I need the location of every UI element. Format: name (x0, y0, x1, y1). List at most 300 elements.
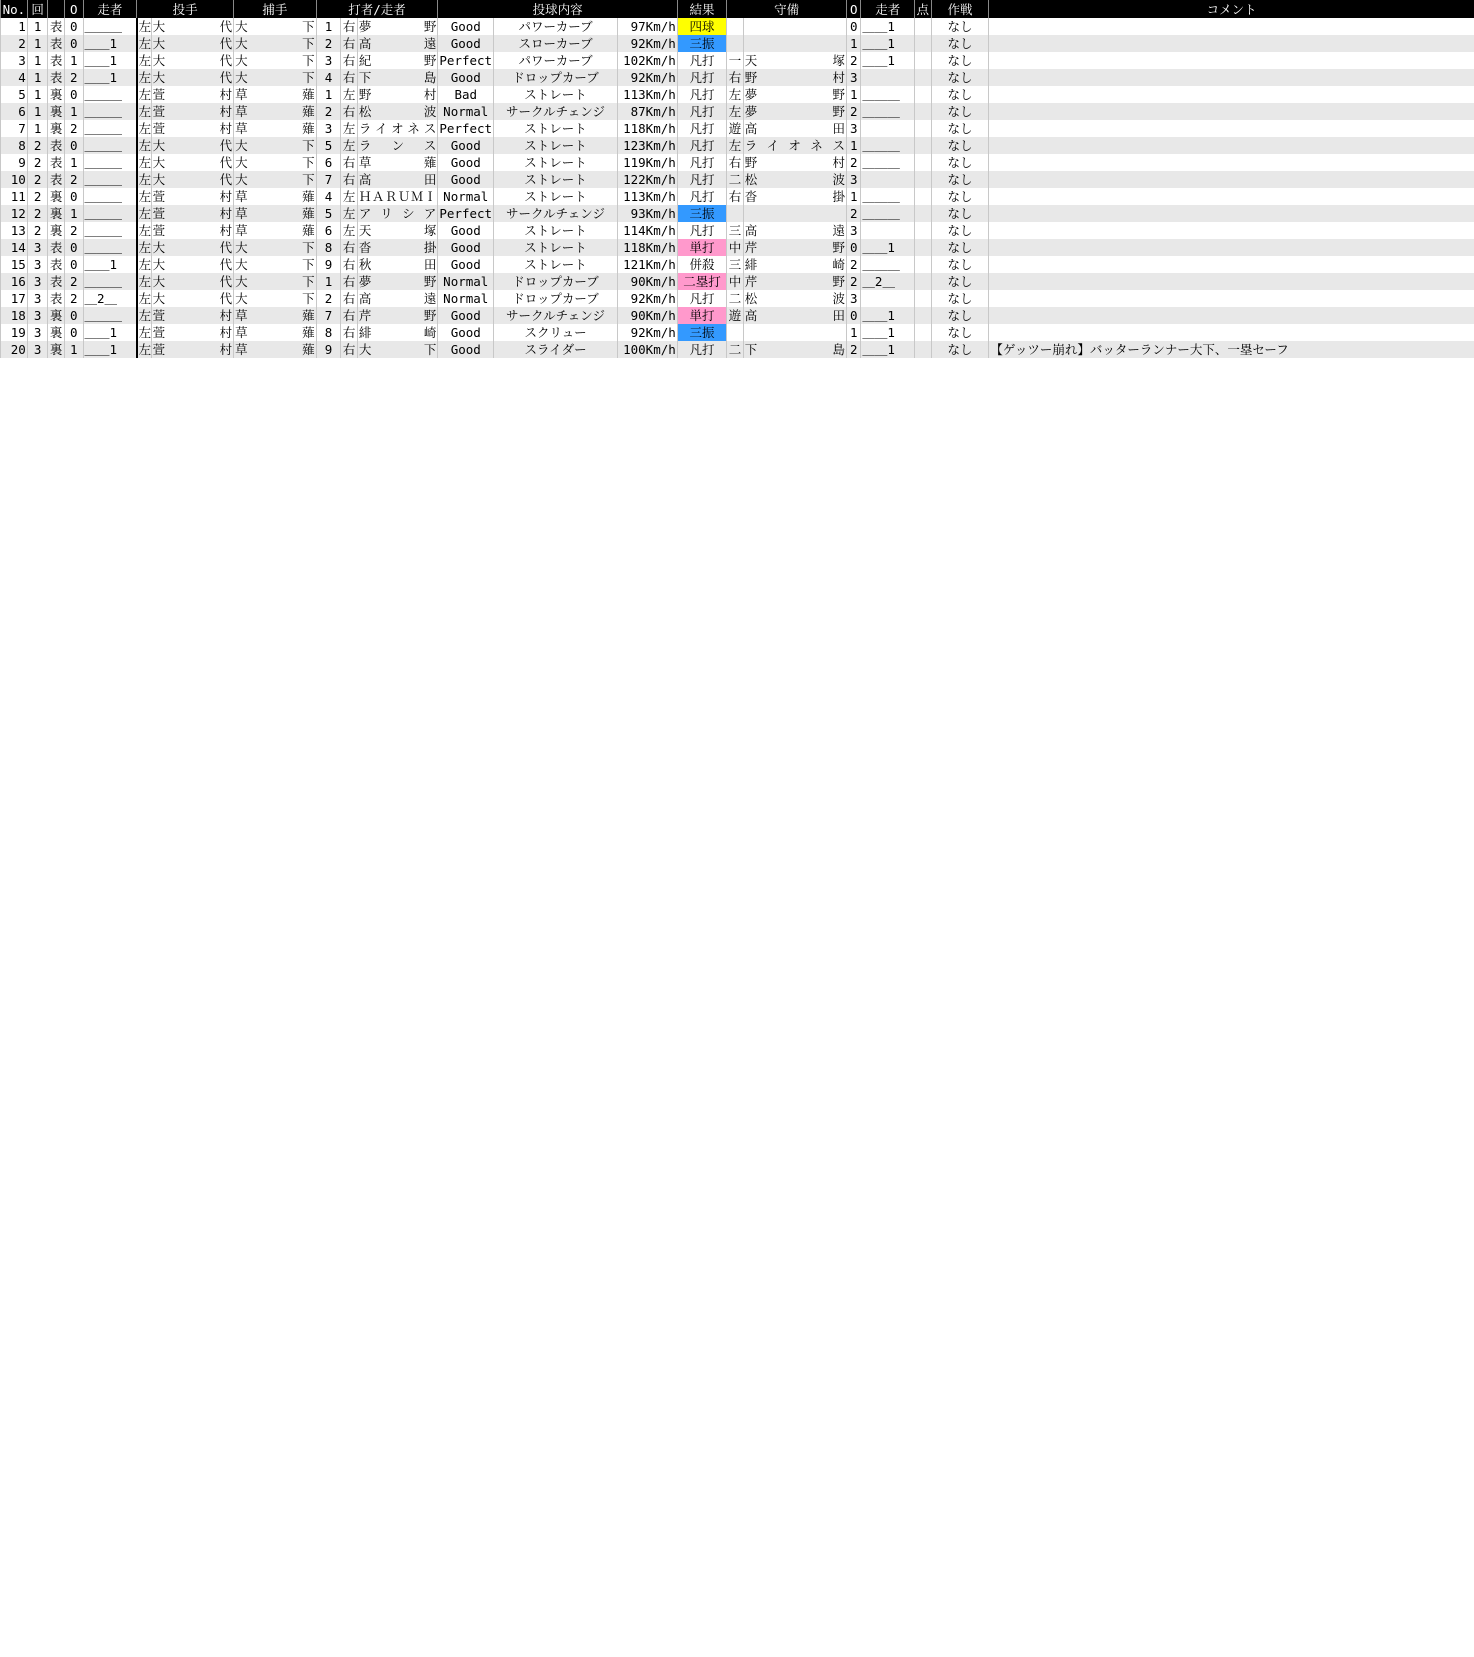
row-pitcher: 萱村 (152, 87, 233, 102)
row-pitch-type: ストレート (494, 137, 618, 154)
row-pitcher-hand: 左 (138, 291, 152, 306)
row-runs (915, 86, 932, 103)
row-pitcher-hand: 左 (138, 155, 152, 170)
row-outs-after: 3 (846, 120, 860, 137)
table-row[interactable] (1, 222, 1474, 239)
row-runners-after: ＿＿1 (861, 52, 915, 69)
row-comment (989, 35, 1474, 52)
row-half: 表 (49, 240, 63, 255)
row-speed: 102Km/h (617, 52, 677, 69)
row-half: 裏 (49, 206, 63, 221)
row-speed: 118Km/h (617, 239, 677, 256)
row-comment (989, 188, 1474, 205)
row-pitcher-hand: 左 (138, 257, 152, 272)
row-speed: 113Km/h (617, 86, 677, 103)
row-half: 表 (49, 138, 63, 153)
row-comment (989, 171, 1474, 188)
row-runners-after (861, 69, 915, 86)
row-strategy: なし (931, 222, 989, 239)
table-row[interactable] (1, 154, 1474, 171)
row-batter-hand: 右 (342, 274, 356, 289)
row-catcher: 草薙 (235, 308, 315, 323)
row-batter: 紀野 (358, 53, 437, 68)
row-no: 14 (1, 239, 28, 256)
row-runners-after: ＿＿1 (861, 307, 915, 324)
row-field-pos: 三 (728, 257, 742, 272)
row-no: 17 (1, 290, 28, 307)
col-result[interactable]: 結果 (677, 0, 727, 18)
row-pitch-type: サークルチェンジ (494, 205, 618, 222)
row-half: 表 (49, 274, 63, 289)
row-no: 12 (1, 205, 28, 222)
row-outs-after: 0 (846, 239, 860, 256)
row-order: 6 (316, 222, 341, 239)
row-inning: 3 (27, 341, 48, 358)
row-outs: 2 (64, 290, 83, 307)
row-comment (989, 307, 1474, 324)
col-fielding[interactable]: 守備 (727, 0, 847, 18)
row-speed: 92Km/h (617, 35, 677, 52)
col-catcher[interactable]: 捕手 (234, 0, 317, 18)
row-fielder: ライオネス (744, 138, 845, 153)
row-pitcher: 大代 (152, 53, 233, 68)
row-quality: Good (438, 69, 494, 86)
row-runners: ＿＿1 (83, 324, 137, 341)
row-strategy: なし (931, 188, 989, 205)
row-catcher: 草薙 (235, 104, 315, 119)
row-result: 単打 (677, 239, 727, 256)
row-outs: 1 (64, 154, 83, 171)
row-catcher: 大下 (235, 172, 315, 187)
row-pitch-type: ドロップカーブ (494, 273, 618, 290)
row-catcher: 草薙 (235, 87, 315, 102)
col-pitcher[interactable]: 投手 (137, 0, 234, 18)
row-inning: 1 (27, 35, 48, 52)
row-runners-after: ＿＿＿ (861, 103, 915, 120)
table-row[interactable] (1, 52, 1474, 69)
row-batter: 夢野 (358, 19, 437, 34)
row-fielder: 松波 (744, 291, 845, 306)
row-strategy: なし (931, 52, 989, 69)
row-strategy: なし (931, 171, 989, 188)
row-quality: Good (438, 307, 494, 324)
row-comment (989, 120, 1474, 137)
row-runners: ＿＿＿ (83, 307, 137, 324)
row-result: 凡打 (677, 69, 727, 86)
row-runs (915, 290, 932, 307)
row-result: 併殺 (677, 256, 727, 273)
row-inning: 3 (27, 256, 48, 273)
row-field-pos: 二 (728, 342, 742, 357)
col-runners[interactable]: 走者 (83, 0, 137, 18)
row-runners: ＿＿1 (83, 256, 137, 273)
table-row[interactable] (1, 18, 1474, 35)
row-outs: 0 (64, 324, 83, 341)
row-inning: 2 (27, 205, 48, 222)
row-batter-hand: 右 (342, 308, 356, 323)
row-strategy: なし (931, 290, 989, 307)
row-pitcher-hand: 左 (138, 121, 152, 136)
row-pitch-type: ストレート (494, 188, 618, 205)
row-fielder: 芹野 (744, 240, 845, 255)
row-batter: 野村 (358, 87, 437, 102)
row-result: 凡打 (677, 120, 727, 137)
row-no: 4 (1, 69, 28, 86)
row-strategy: なし (931, 137, 989, 154)
row-inning: 1 (27, 86, 48, 103)
row-outs: 2 (64, 69, 83, 86)
row-batter: ＨＡＲＵＭＩ (358, 189, 437, 204)
col-batter[interactable]: 打者/走者 (316, 0, 438, 18)
row-batter-hand: 右 (342, 104, 356, 119)
row-pitch-type: パワーカーブ (494, 52, 618, 69)
row-speed: 87Km/h (617, 103, 677, 120)
row-speed: 122Km/h (617, 171, 677, 188)
row-fielder: 松波 (744, 172, 845, 187)
row-pitcher-hand: 左 (138, 189, 152, 204)
row-outs: 0 (64, 239, 83, 256)
row-catcher: 草薙 (235, 342, 315, 357)
row-runs (915, 154, 932, 171)
row-fielder (743, 18, 846, 35)
row-pitch-type: ストレート (494, 222, 618, 239)
row-batter-hand: 右 (342, 53, 356, 68)
row-strategy: なし (931, 86, 989, 103)
row-outs-after: 1 (846, 137, 860, 154)
row-speed: 93Km/h (617, 205, 677, 222)
row-comment (989, 239, 1474, 256)
row-batter-hand: 右 (342, 291, 356, 306)
row-quality: Good (438, 154, 494, 171)
table-row[interactable] (1, 324, 1474, 341)
row-outs: 1 (64, 52, 83, 69)
row-outs: 1 (64, 103, 83, 120)
row-pitch-type: スローカーブ (494, 35, 618, 52)
row-batter: 草薙 (358, 155, 437, 170)
row-order: 9 (316, 256, 341, 273)
row-inning: 2 (27, 188, 48, 205)
row-field-pos: 左 (728, 87, 742, 102)
table-row[interactable] (1, 273, 1474, 290)
row-quality: Good (438, 222, 494, 239)
row-outs-after: 1 (846, 324, 860, 341)
table-row[interactable] (1, 205, 1474, 222)
row-order: 4 (316, 69, 341, 86)
col-pitch[interactable]: 投球内容 (438, 0, 677, 18)
row-batter-hand: 左 (342, 223, 356, 238)
col-runs[interactable]: 点 (916, 2, 930, 17)
row-no: 11 (1, 188, 28, 205)
row-quality: Normal (438, 273, 494, 290)
row-strategy: なし (931, 69, 989, 86)
row-pitch-type: ストレート (494, 171, 618, 188)
table-row[interactable] (1, 137, 1474, 154)
row-runners: ＿＿＿ (83, 137, 137, 154)
row-runners-after: ＿2＿ (861, 273, 915, 290)
row-runners-after: ＿＿1 (861, 341, 915, 358)
row-half: 表 (49, 257, 63, 272)
row-outs-after: 2 (846, 256, 860, 273)
row-runners-after: ＿＿＿ (861, 137, 915, 154)
col-half (48, 0, 65, 18)
row-speed: 121Km/h (617, 256, 677, 273)
row-outs: 1 (64, 341, 83, 358)
row-no: 16 (1, 273, 28, 290)
table-row[interactable] (1, 69, 1474, 86)
row-batter-hand: 右 (342, 36, 356, 51)
row-batter-hand: 左 (342, 189, 356, 204)
row-fielder (743, 35, 846, 52)
row-catcher: 大下 (235, 70, 315, 85)
table-row[interactable] (1, 290, 1474, 307)
row-runners: ＿＿＿ (83, 103, 137, 120)
row-speed: 90Km/h (617, 273, 677, 290)
row-no: 7 (1, 120, 28, 137)
row-runners-after: ＿＿＿ (861, 256, 915, 273)
row-runners: ＿＿1 (83, 69, 137, 86)
table-row[interactable] (1, 239, 1474, 256)
row-half: 表 (49, 53, 63, 68)
row-runners-after: ＿＿1 (861, 239, 915, 256)
row-outs: 2 (64, 222, 83, 239)
row-batter-hand: 右 (342, 172, 356, 187)
row-no: 15 (1, 256, 28, 273)
row-no: 1 (1, 18, 28, 35)
row-pitcher-hand: 左 (138, 19, 152, 34)
row-runners-after (861, 120, 915, 137)
row-pitcher-hand: 左 (138, 87, 152, 102)
row-comment (989, 69, 1474, 86)
row-batter: ライオネス (358, 121, 437, 136)
row-speed: 92Km/h (617, 69, 677, 86)
row-runs (915, 188, 932, 205)
row-speed: 119Km/h (617, 154, 677, 171)
row-pitch-type: サークルチェンジ (494, 103, 618, 120)
row-field-pos: 左 (728, 104, 742, 119)
row-quality: Perfect (439, 206, 493, 221)
col-outs[interactable]: O (64, 0, 83, 18)
row-runs (915, 222, 932, 239)
row-batter-hand: 左 (342, 206, 356, 221)
row-comment (989, 324, 1474, 341)
row-quality: Good (438, 324, 494, 341)
row-no: 6 (1, 103, 28, 120)
row-pitcher-hand: 左 (138, 325, 152, 340)
row-pitcher-hand: 左 (138, 274, 152, 289)
row-runs (915, 239, 932, 256)
row-catcher: 大下 (235, 291, 315, 306)
row-runs (915, 69, 932, 86)
col-inning[interactable]: 回 (27, 0, 48, 18)
row-fielder: 緋崎 (744, 257, 845, 272)
row-pitch-type: スライダー (494, 341, 618, 358)
row-speed: 90Km/h (617, 307, 677, 324)
row-quality: Good (438, 256, 494, 273)
row-half: 裏 (49, 223, 63, 238)
row-half: 裏 (49, 342, 63, 357)
header-row (1, 0, 1474, 18)
row-order: 4 (316, 188, 341, 205)
table-row[interactable] (1, 120, 1474, 137)
row-field-pos (727, 324, 744, 341)
row-order: 2 (316, 103, 341, 120)
row-pitcher: 大代 (152, 138, 233, 153)
row-result: 凡打 (677, 188, 727, 205)
row-quality: Normal (438, 290, 494, 307)
row-runners-after (861, 222, 915, 239)
row-quality: Perfect (439, 53, 493, 68)
row-strategy: なし (931, 256, 989, 273)
row-outs-after: 2 (846, 52, 860, 69)
table-row[interactable] (1, 307, 1474, 324)
row-strategy: なし (931, 307, 989, 324)
row-inning: 1 (27, 103, 48, 120)
row-catcher: 草薙 (235, 206, 315, 221)
row-field-pos: 左 (728, 138, 742, 153)
row-pitcher: 大代 (152, 19, 233, 34)
row-outs: 0 (64, 188, 83, 205)
row-inning: 2 (27, 137, 48, 154)
row-pitcher-hand: 左 (138, 206, 152, 221)
table-row[interactable] (1, 103, 1474, 120)
row-batter: 天塚 (358, 223, 437, 238)
row-fielder: 芹野 (744, 274, 845, 289)
row-order: 6 (316, 154, 341, 171)
row-comment (989, 154, 1474, 171)
row-field-pos: 三 (728, 223, 742, 238)
table-row[interactable] (1, 188, 1474, 205)
row-half: 表 (49, 291, 63, 306)
row-speed: 100Km/h (617, 341, 677, 358)
row-runners-after (861, 290, 915, 307)
row-batter: 夢野 (358, 274, 437, 289)
row-comment (989, 290, 1474, 307)
col-comment[interactable]: コメント (989, 0, 1474, 18)
row-batter: 秋田 (358, 257, 437, 272)
row-batter-hand: 左 (342, 138, 356, 153)
row-strategy: なし (931, 205, 989, 222)
row-fielder: 夢野 (744, 87, 845, 102)
row-runners: ＿＿＿ (83, 273, 137, 290)
row-outs-after: 3 (846, 171, 860, 188)
row-quality: Normal (438, 103, 494, 120)
row-outs: 2 (64, 171, 83, 188)
row-inning: 3 (27, 324, 48, 341)
row-result: 凡打 (677, 171, 727, 188)
row-catcher: 草薙 (235, 325, 315, 340)
table-row[interactable] (1, 171, 1474, 188)
row-field-pos: 中 (728, 240, 742, 255)
row-comment (989, 52, 1474, 69)
table-row[interactable] (1, 35, 1474, 52)
row-quality: Good (438, 341, 494, 358)
row-outs: 1 (64, 205, 83, 222)
row-outs: 0 (64, 18, 83, 35)
row-result: 凡打 (677, 86, 727, 103)
row-inning: 1 (27, 120, 48, 137)
row-outs-after: 0 (846, 307, 860, 324)
row-field-pos: 中 (728, 274, 742, 289)
row-batter-hand: 左 (342, 121, 356, 136)
row-inning: 1 (27, 52, 48, 69)
row-result: 凡打 (677, 154, 727, 171)
row-batter-hand: 左 (342, 87, 356, 102)
row-half: 表 (49, 155, 63, 170)
row-result: 凡打 (677, 103, 727, 120)
table-row[interactable] (1, 341, 1474, 358)
row-runs (915, 341, 932, 358)
row-strategy: なし (931, 103, 989, 120)
col-runners-after[interactable]: 走者 (861, 0, 915, 18)
row-pitcher-hand: 左 (138, 240, 152, 255)
row-catcher: 草薙 (235, 121, 315, 136)
table-row[interactable] (1, 256, 1474, 273)
row-result: 凡打 (677, 222, 727, 239)
row-batter: 沓掛 (358, 240, 437, 255)
row-comment (989, 273, 1474, 290)
row-pitch-type: ストレート (494, 120, 618, 137)
row-field-pos: 右 (728, 155, 742, 170)
row-runs (915, 35, 932, 52)
row-strategy: なし (931, 341, 989, 358)
col-strategy[interactable]: 作戦 (931, 0, 989, 18)
row-pitch-type: ストレート (494, 256, 618, 273)
col-outs-after[interactable]: O (846, 0, 860, 18)
row-outs: 0 (64, 137, 83, 154)
row-runners-after: ＿＿1 (861, 324, 915, 341)
col-no[interactable]: No. (1, 0, 28, 18)
row-fielder: 沓掛 (744, 189, 845, 204)
row-pitcher: 萱村 (152, 189, 233, 204)
row-comment (989, 86, 1474, 103)
row-pitch-type: ドロップカーブ (494, 290, 618, 307)
row-runs (915, 18, 932, 35)
row-speed: 114Km/h (617, 222, 677, 239)
row-comment (989, 222, 1474, 239)
row-runners: ＿2＿ (83, 290, 137, 307)
row-catcher: 大下 (235, 240, 315, 255)
row-pitcher-hand: 左 (138, 342, 152, 357)
row-fielder: 高田 (744, 308, 845, 323)
row-catcher: 大下 (235, 53, 315, 68)
row-outs-after: 0 (846, 18, 860, 35)
row-runs (915, 256, 932, 273)
row-pitcher-hand: 左 (138, 70, 152, 85)
row-field-pos: 右 (728, 189, 742, 204)
row-field-pos: 二 (728, 291, 742, 306)
row-batter: 松波 (358, 104, 437, 119)
row-field-pos (727, 18, 744, 35)
row-fielder: 天塚 (744, 53, 845, 68)
row-order: 1 (316, 273, 341, 290)
row-pitch-type: ストレート (494, 239, 618, 256)
row-runners: ＿＿＿ (83, 120, 137, 137)
row-strategy: なし (931, 120, 989, 137)
row-runners: ＿＿＿ (83, 188, 137, 205)
row-outs: 2 (64, 120, 83, 137)
row-batter-hand: 右 (342, 155, 356, 170)
row-inning: 3 (27, 239, 48, 256)
row-strategy: なし (931, 154, 989, 171)
row-quality: Good (438, 239, 494, 256)
row-pitch-type: スクリュー (494, 324, 618, 341)
row-result: 四球 (677, 18, 727, 35)
table-row[interactable] (1, 86, 1474, 103)
row-quality: Good (438, 171, 494, 188)
row-half: 表 (49, 36, 63, 51)
row-batter: 高遠 (358, 291, 437, 306)
row-pitcher: 大代 (152, 36, 233, 51)
